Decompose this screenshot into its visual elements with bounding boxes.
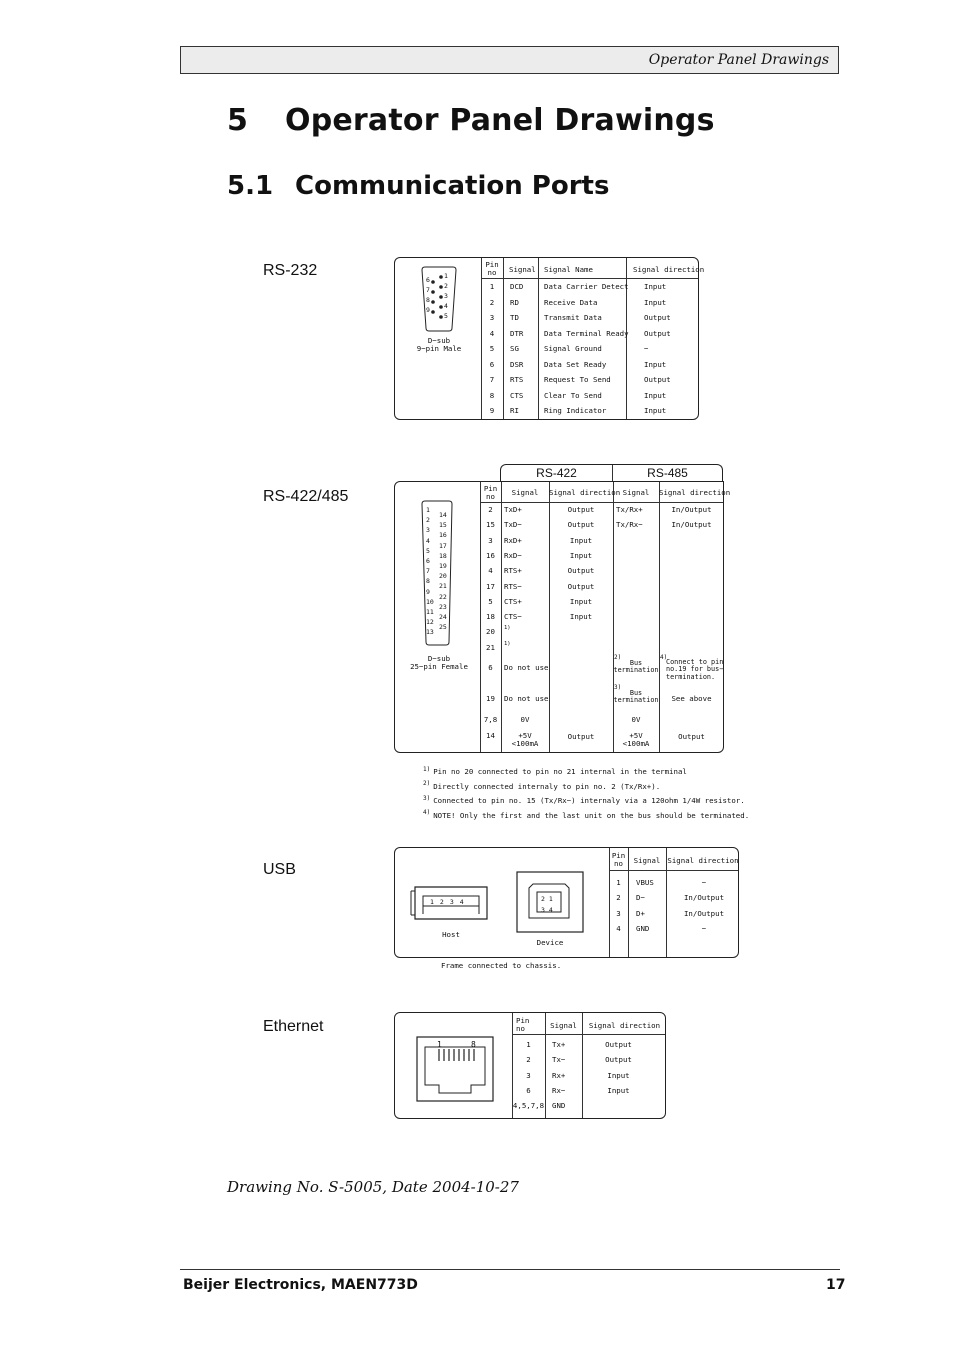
rs422-pin-table — [480, 482, 731, 752]
signal-name-cell: Receive Data — [544, 297, 598, 307]
direction-485-cell: In/Output — [671, 520, 712, 530]
signal-name-cell: Ring Indicator — [544, 406, 607, 415]
pin-cell: 20 — [486, 627, 495, 637]
header-signal-name: Signal Name — [544, 265, 593, 274]
caption-line: D−sub — [427, 654, 451, 663]
signal-cell: 0V — [520, 715, 530, 724]
header-signal: Signal — [511, 488, 539, 497]
device-caption: Device — [536, 938, 564, 947]
dsub25-connector-icon — [419, 498, 455, 648]
pin-cell: 16 — [486, 550, 495, 560]
connect-note-cell: Connect to pin no.19 for bus− termination. — [666, 658, 724, 681]
pin-label: 4 — [548, 906, 553, 914]
signal-cell: GND — [636, 923, 650, 933]
pin-cell: 4 — [616, 923, 621, 933]
direction-cell: Input — [569, 550, 593, 560]
signal-cell: 1) — [504, 640, 511, 647]
section-title: Communication Ports — [295, 171, 610, 201]
direction-cell: Output — [567, 505, 595, 514]
signal-cell: RTS — [510, 375, 524, 384]
pin-label: 8 — [426, 296, 430, 304]
caption-line: 25−pin Female — [410, 662, 468, 672]
rj45-pin-last: 8 — [471, 1040, 476, 1049]
footer-rule — [180, 1269, 840, 1270]
signal-name-cell: Data Terminal Ready — [544, 328, 629, 338]
host-caption: Host — [442, 930, 460, 939]
footnote-mark: 3) — [614, 684, 622, 691]
usb-host-pins — [430, 898, 470, 906]
direction-cell: Input — [644, 282, 667, 291]
direction-cell: In/Output — [683, 908, 725, 918]
pin-label: 16 — [439, 531, 447, 540]
header-signal: Signal — [509, 265, 536, 274]
pin-cell: 2 — [489, 297, 495, 307]
header-pin: Pin no — [485, 260, 499, 278]
pin-cell: 6 — [489, 359, 495, 369]
signal-cell: Rx− — [552, 1085, 566, 1095]
pin-cell: 3 — [488, 535, 493, 545]
pin-label: 19 — [439, 561, 447, 570]
footnote-mark: 2) — [614, 654, 622, 661]
pin-label: 24 — [439, 612, 447, 621]
footnote — [423, 807, 749, 821]
chapter-title: Operator Panel Drawings — [285, 103, 715, 138]
page-number: 17 — [826, 1277, 846, 1293]
pin-cell: 1 — [616, 878, 621, 887]
footnote-text: Pin no 20 connected to pin no 21 internal in the terminal — [433, 767, 687, 777]
signal-cell: Tx+ — [552, 1040, 566, 1049]
pin-cell: 4 — [488, 566, 493, 576]
footnote-text: NOTE! Only the first and the last unit on the bus should be terminated. — [433, 810, 750, 820]
pin-cell: 21 — [486, 642, 495, 652]
direction-cell: Input — [569, 535, 593, 545]
rs422-footnotes — [423, 764, 749, 822]
usb-pin-table — [609, 848, 738, 957]
pin-label: 2 — [541, 895, 545, 903]
pin-label: 13 — [426, 628, 434, 637]
group-rs422: RS-422 — [536, 466, 577, 480]
direction-cell: − — [644, 344, 649, 353]
rs232-drawing — [394, 257, 705, 420]
signal-cell: DCD — [510, 282, 524, 291]
ethernet-pin-table — [512, 1013, 665, 1118]
bus-termination-cell: Bus termination — [613, 659, 659, 675]
caption-line: 9−pin Male — [416, 344, 462, 354]
signal-485-cell: +5V <100mA — [622, 731, 650, 749]
pin-label: 18 — [439, 551, 447, 560]
dsub25-left-pins — [426, 505, 434, 637]
direction-cell: Output — [605, 1055, 632, 1065]
direction-485-cell: Output — [678, 732, 705, 741]
pin-label: 9 — [426, 306, 430, 314]
signal-cell: SG — [510, 344, 519, 353]
running-header — [180, 46, 839, 74]
direction-cell: Output — [644, 328, 671, 338]
signal-cell: CTS — [510, 390, 524, 400]
pin-cell: 2 — [526, 1055, 531, 1065]
direction-cell: Input — [569, 612, 593, 622]
footnote-mark: 1) — [423, 766, 431, 773]
pin-label: 4 — [426, 536, 430, 545]
direction-cell: Output — [567, 732, 595, 741]
header-signal: Signal — [633, 856, 661, 865]
direction-cell: Output — [567, 566, 595, 576]
pin-label: 20 — [439, 572, 447, 581]
pin-label: 25 — [439, 623, 447, 632]
pin-label: 17 — [439, 541, 447, 550]
dsub9-connector-icon — [419, 264, 459, 334]
pin-label: 12 — [426, 618, 434, 627]
signal-cell: DSR — [510, 359, 524, 369]
header-pin: Pin no — [611, 851, 626, 869]
signal-cell: CTS− — [504, 612, 522, 622]
pin-label: 3 — [444, 292, 448, 300]
chapter-heading — [227, 103, 715, 138]
pin-label: 1 — [444, 272, 448, 280]
footnote — [423, 793, 749, 807]
direction-cell: Output — [644, 375, 671, 384]
usb-device-pins — [541, 894, 553, 916]
footnote-text: Connected to pin no. 15 (Tx/Rx−) internaly via a 120ohm 1/4W resistor. — [433, 796, 745, 806]
footnote — [423, 764, 749, 778]
dsub9-left-pins — [426, 275, 430, 315]
footnote-mark: 2) — [423, 780, 431, 788]
footnote — [423, 778, 749, 792]
rj45-jack-icon — [415, 1035, 495, 1103]
pin-cell: 3 — [489, 313, 495, 322]
pin-label: 23 — [439, 602, 447, 611]
rs422-label: RS-422/485 — [263, 488, 349, 505]
pin-label: 2 — [444, 282, 448, 290]
pin-cell: 6 — [526, 1085, 531, 1095]
section-number: 5.1 — [227, 171, 274, 201]
pin-cell: 19 — [486, 694, 495, 703]
direction-cell: Input — [607, 1085, 630, 1095]
direction-cell: Input — [607, 1070, 630, 1080]
rs232-pin-table — [481, 258, 705, 419]
direction-cell: − — [701, 923, 707, 933]
pin-label: 7 — [426, 567, 430, 576]
direction-cell: In/Output — [683, 893, 725, 903]
running-header-title: Operator Panel Drawings — [648, 52, 829, 68]
pin-label: 4 — [444, 302, 448, 310]
footnote-mark: 4) — [660, 654, 668, 661]
pin-label: 3 — [541, 906, 545, 914]
pin-label: 22 — [439, 592, 447, 601]
drawing-reference: Drawing No. S-5005, Date 2004-10-27 — [227, 1178, 519, 1196]
usb-label: USB — [263, 861, 296, 878]
direction-cell: Output — [605, 1040, 632, 1049]
pin-cell: 18 — [486, 612, 495, 622]
footnote-mark: 4) — [423, 809, 431, 817]
section-heading — [227, 171, 609, 201]
pin-cell: 7 — [489, 375, 495, 384]
pin-label: 2 — [439, 898, 450, 906]
usb-frame-note: Frame connected to chassis. — [441, 961, 562, 970]
dsub9-caption — [401, 337, 477, 353]
signal-cell: Do not use — [504, 694, 549, 703]
signal-cell: TxD+ — [504, 505, 522, 514]
signal-name-cell: Data Carrier Detect — [544, 282, 629, 291]
signal-cell: D− — [636, 893, 645, 903]
direction-cell: Output — [567, 520, 595, 530]
pin-label: 21 — [439, 582, 447, 591]
chapter-number: 5 — [227, 103, 249, 138]
direction-cell: − — [701, 878, 707, 887]
pin-cell: 3 — [526, 1070, 531, 1080]
signal-485-cell: Tx/Rx− — [616, 520, 643, 530]
signal-cell: DTR — [510, 328, 524, 338]
pin-label: 15 — [439, 521, 447, 530]
signal-cell: RxD− — [504, 550, 522, 560]
dsub9-right-pins — [444, 271, 448, 321]
direction-cell: Input — [644, 359, 667, 369]
pin-cell: 4,5,7,8 — [512, 1101, 545, 1111]
pin-label: 3 — [426, 526, 430, 535]
rj45-pin-first: 1 — [437, 1040, 442, 1049]
pin-label: 8 — [426, 577, 430, 586]
footer-company: Beijer Electronics, MAEN773D — [183, 1277, 418, 1293]
pin-cell: 2 — [488, 505, 493, 514]
signal-cell: GND — [552, 1101, 566, 1111]
pin-label: 4 — [459, 898, 470, 906]
signal-cell: D+ — [636, 908, 645, 918]
bus-termination-cell: Bus termination — [613, 689, 659, 705]
header-direction: Signal direction — [633, 265, 705, 274]
pin-label: 5 — [426, 546, 430, 555]
footnote-text: Directly connected internaly to pin no. 2 (Tx/Rx+). — [433, 781, 661, 791]
signal-cell: RxD+ — [504, 535, 522, 545]
dsub25-right-pins — [439, 510, 447, 632]
signal-cell: TD — [510, 313, 519, 322]
signal-cell: 1) — [504, 625, 511, 632]
signal-cell: +5V <100mA — [511, 731, 539, 749]
pin-cell: 4 — [489, 328, 495, 338]
footnote-mark: 3) — [423, 794, 431, 802]
pin-label: 6 — [426, 556, 430, 565]
ethernet-drawing — [394, 1012, 666, 1119]
pin-label: 3 — [449, 898, 460, 906]
pin-label: 5 — [444, 312, 448, 320]
pin-label: 6 — [426, 276, 430, 284]
rs422-drawing — [394, 481, 731, 753]
dsub25-caption — [401, 655, 477, 671]
signal-name-cell: Signal Ground — [544, 344, 602, 353]
signal-cell: VBUS — [636, 878, 654, 887]
signal-485-cell: Tx/Rx+ — [616, 505, 643, 514]
pin-cell: 9 — [489, 406, 495, 415]
usb-drawing — [394, 847, 739, 958]
caption-line: D−sub — [427, 336, 451, 345]
header-pin: Pin no — [483, 484, 498, 502]
signal-cell: RI — [510, 406, 519, 415]
signal-cell: RTS+ — [504, 566, 522, 576]
pin-cell: 15 — [486, 520, 495, 530]
signal-cell: Tx− — [552, 1055, 566, 1065]
rs232-label: RS-232 — [263, 262, 318, 279]
direction-485-cell: In/Output — [671, 505, 712, 514]
header-direction: Signal direction — [549, 488, 621, 497]
pin-cell: 6 — [488, 663, 493, 672]
pin-cell: 17 — [486, 581, 495, 591]
signal-cell: TxD− — [504, 520, 522, 530]
pin-cell: 14 — [486, 731, 495, 740]
header-pin: Pin no — [516, 1016, 530, 1034]
signal-485-cell: 0V — [631, 715, 641, 724]
pin-label: 10 — [426, 597, 434, 606]
pin-label: 14 — [439, 511, 447, 519]
signal-cell: RD — [510, 297, 519, 307]
signal-name-cell: Data Set Ready — [544, 359, 607, 369]
pin-cell: 7,8 — [483, 715, 498, 724]
signal-cell: CTS+ — [504, 596, 522, 606]
pin-cell: 3 — [616, 908, 621, 918]
signal-name-cell: Clear To Send — [544, 390, 602, 400]
see-above-cell: See above — [671, 694, 712, 703]
header-signal: Signal — [550, 1021, 577, 1030]
pin-label: 2 — [426, 516, 430, 525]
header-direction: Signal direction — [667, 856, 739, 865]
pin-cell: 2 — [616, 893, 621, 903]
direction-cell: Input — [569, 596, 593, 606]
direction-cell: Input — [644, 406, 667, 415]
direction-cell: Input — [644, 390, 667, 400]
pin-label: 1 — [430, 898, 440, 906]
group-rs485: RS-485 — [647, 466, 688, 480]
header-direction: Signal direction — [588, 1021, 661, 1030]
pin-label: 1 — [426, 506, 430, 514]
pin-label: 9 — [426, 587, 430, 596]
pin-label: 7 — [426, 286, 430, 294]
direction-cell: Output — [567, 581, 595, 591]
signal-name-cell: Request To Send — [544, 375, 611, 384]
direction-cell: Input — [644, 297, 667, 307]
pin-cell: 5 — [488, 596, 493, 606]
pin-label: 11 — [426, 607, 434, 616]
header-direction-485: Signal direction — [659, 488, 731, 497]
rs422-group-header — [500, 464, 723, 481]
signal-cell: Do not use — [504, 663, 549, 672]
direction-cell: Output — [644, 313, 671, 322]
signal-cell: RTS− — [504, 581, 522, 591]
signal-name-cell: Transmit Data — [544, 313, 602, 322]
pin-cell: 1 — [526, 1040, 531, 1049]
ethernet-label: Ethernet — [263, 1018, 324, 1035]
signal-cell: Rx+ — [552, 1070, 566, 1080]
pin-cell: 1 — [489, 282, 495, 291]
header-signal-485: Signal — [622, 488, 650, 497]
pin-label: 1 — [548, 895, 553, 903]
pin-cell: 5 — [489, 344, 495, 353]
pin-cell: 8 — [489, 390, 495, 400]
